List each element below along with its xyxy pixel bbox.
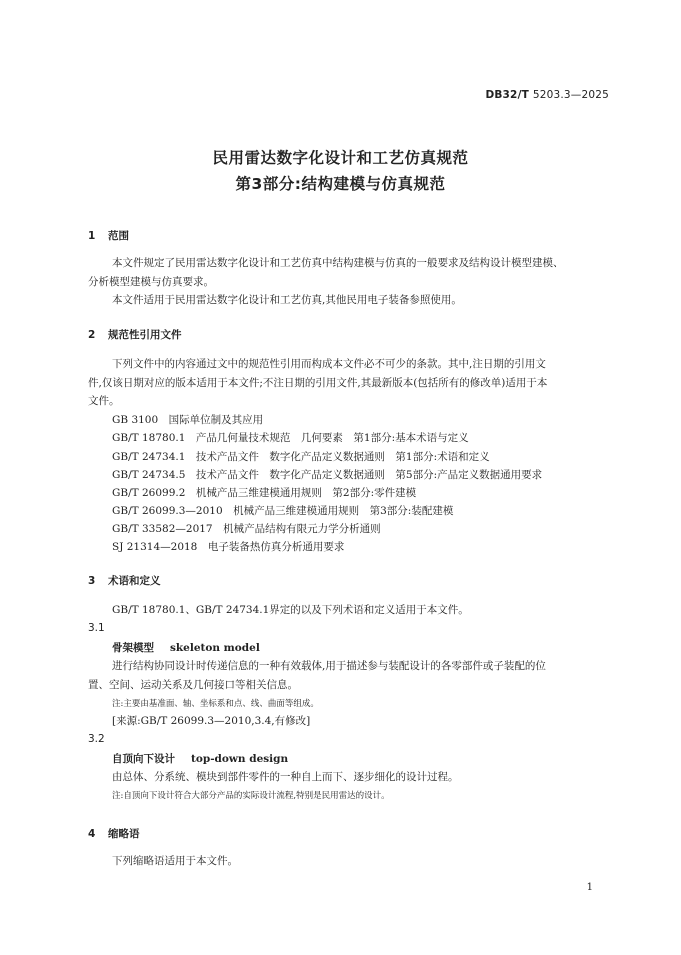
section-number: 3 bbox=[88, 575, 96, 587]
term-number: 3.2 bbox=[88, 733, 105, 745]
abbreviations-intro: 下列缩略语适用于本文件。 bbox=[112, 855, 238, 867]
reference-item: GB/T 24734.5 技术产品文件 数字化产品定义数据通则 第5部分:产品定义数据通用要求 bbox=[112, 469, 543, 481]
reference-item: GB 3100 国际单位制及其应用 bbox=[112, 414, 264, 426]
reference-item: SJ 21314—2018 电子装备热仿真分析通用要求 bbox=[112, 541, 345, 553]
section-number: 4 bbox=[88, 828, 96, 840]
term-chinese: 自顶向下设计 bbox=[112, 753, 175, 765]
term-english: skeleton model bbox=[170, 642, 260, 654]
normative-intro-line: 文件。 bbox=[88, 395, 120, 407]
standard-prefix: DB32/T bbox=[485, 89, 529, 101]
scope-paragraph-line: 分析模型建模与仿真要求。 bbox=[88, 276, 214, 288]
scope-paragraph: 本文件适用于民用雷达数字化设计和工艺仿真,其他民用电子装备参照使用。 bbox=[112, 294, 462, 306]
section-title: 术语和定义 bbox=[108, 575, 161, 587]
standard-code: 5203.3—2025 bbox=[532, 89, 609, 101]
reference-item: GB/T 24734.1 技术产品文件 数字化产品定义数据通则 第1部分:术语和定义 bbox=[112, 451, 490, 463]
term-heading bbox=[112, 751, 288, 766]
reference-item: GB/T 26099.2 机械产品三维建模通用规则 第2部分:零件建模 bbox=[112, 487, 417, 499]
section-heading-scope bbox=[88, 228, 129, 243]
term-number: 3.1 bbox=[88, 622, 105, 634]
document-subtitle: 第3部分:结构建模与仿真规范 bbox=[235, 175, 446, 193]
normative-intro-line: 下列文件中的内容通过文中的规范性引用而构成本文件必不可少的条款。其中,注日期的引用文 bbox=[112, 358, 546, 370]
term-source: [来源:GB/T 26099.3—2010,3.4,有修改] bbox=[112, 715, 311, 727]
reference-item: GB/T 33582—2017 机械产品结构有限元力学分析通则 bbox=[112, 523, 381, 535]
term-english: top-down design bbox=[191, 753, 289, 765]
standard-number-header bbox=[485, 89, 609, 101]
reference-item: GB/T 18780.1 产品几何量技术规范 几何要素 第1部分:基本术语与定义 bbox=[112, 432, 469, 444]
section-number: 1 bbox=[88, 230, 96, 242]
section-heading-abbreviations bbox=[88, 826, 140, 841]
section-number: 2 bbox=[88, 329, 96, 341]
scope-paragraph-line: 本文件规定了民用雷达数字化设计和工艺仿真中结构建模与仿真的一般要求及结构设计模型建模、 bbox=[112, 257, 564, 269]
term-definition-line: 进行结构协同设计时传递信息的一种有效载体,用于描述参与装配设计的各零部件或子装配的位 bbox=[112, 660, 546, 672]
term-definition-line: 置、空间、运动关系及几何接口等相关信息。 bbox=[88, 679, 298, 691]
section-title: 规范性引用文件 bbox=[108, 329, 182, 341]
section-heading-terms bbox=[88, 573, 161, 588]
terms-intro: GB/T 18780.1、GB/T 24734.1界定的以及下列术语和定义适用于本文件。 bbox=[112, 604, 469, 616]
page-number: 1 bbox=[586, 882, 593, 893]
section-title: 缩略语 bbox=[108, 828, 140, 840]
term-definition: 由总体、分系统、模块到部件零件的一种自上而下、逐步细化的设计过程。 bbox=[112, 771, 459, 783]
document-title: 民用雷达数字化设计和工艺仿真规范 bbox=[212, 149, 469, 167]
normative-intro-line: 件,仅该日期对应的版本适用于本文件;不注日期的引用文件,其最新版本(包括所有的修改单)适用于本 bbox=[88, 377, 548, 389]
section-title: 范围 bbox=[108, 230, 129, 242]
term-heading bbox=[112, 640, 260, 655]
term-note: 注:主要由基准面、轴、坐标系和点、线、曲面等组成。 bbox=[112, 699, 319, 709]
reference-item: GB/T 26099.3—2010 机械产品三维建模通用规则 第3部分:装配建模 bbox=[112, 505, 454, 517]
term-note: 注:自顶向下设计符合大部分产品的实际设计流程,特别是民用雷达的设计。 bbox=[112, 791, 390, 801]
term-chinese: 骨架模型 bbox=[112, 642, 154, 654]
section-heading-normative-references bbox=[88, 327, 182, 342]
